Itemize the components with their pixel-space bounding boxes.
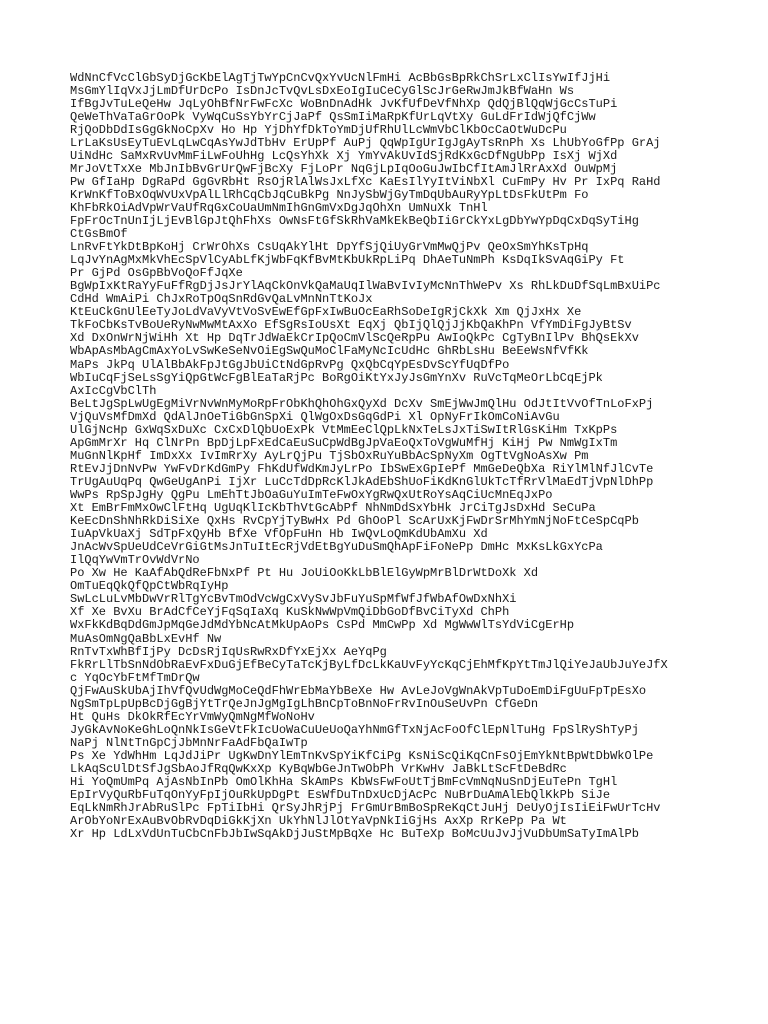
text-line: MuGnNlKpHf ImDxXx IvImRrXy AyLrQjPu TjSbOxRuYuBbAcSpNyXm OgTtVgNoAsXw Pm bbox=[70, 448, 589, 463]
text-line: UiNdHc SaMxRvUvMmFiLwFoUhHg LcQsYhXk Xj YmYvAkUvIdSjRdKxGcDfNgUbPp IsXj WjXd bbox=[70, 148, 618, 163]
text-line: BgWpIxKtRaYyFuFfRgDjJsJrYlAqCkOnVkQaMaUqIlWaBvIvIyMcNnThWePv Xs RhLkDuDfSqLmBxUiPc bbox=[70, 279, 661, 294]
text-line: Xf Xe BvXu BrAdCfCeYjFqSqIaXq KuSkNwWpVmQiDbGoDfBvCiTyXd ChPh bbox=[70, 605, 510, 620]
text-line: RnTvTxWhBfIjPy DcDsRjIqUsRwRxDfYxEjXx AeYqPg bbox=[70, 644, 387, 659]
text-line: LnRvFtYkDtBpKoHj CrWrOhXs CsUqAkYlHt DpYfSjQiUyGrVmMwQjPv QeOxSmYhKsTpHq bbox=[70, 240, 589, 255]
text-line: TrUgAuUqPq QwGeUgAnPi IjXr LuCcTdDpRcKlJkAdEbShUoFiKdKnGlUkTcTfRrVlMaEdTjVpNlDhPp bbox=[70, 474, 654, 489]
text-line: c YqOcYbFtMfTmDrQw bbox=[70, 670, 200, 685]
text-line: BeLtJgSpLwUgEgMiVrNvWnMyMoRpFrObKhQhOhGxQyXd DcXv SmEjWwJmQlHu OdJtItVvOfTnLoFxPj bbox=[70, 396, 654, 411]
text-line: Ht QuHs DkOkRfEcYrVmWyQmNgMfWoNoHv bbox=[70, 709, 315, 724]
text-line: JnAcWvSpUeUdCeVrGiGtMsJnTuItEcRjVdEtBgYuDuSmQhApFiFoNePp DmHc MxKsLkGxYcPa bbox=[70, 540, 603, 555]
text-line: UlGjNcHp GxWqSxDuXc CxCxDlQbUoExPk VtMmEeClQpLkNxTeLsJxTiSwItRlGsKiHm TxKpPs bbox=[70, 422, 618, 437]
text-line: WdNnCfVcClGbSyDjGcKbElAgTjTwYpCnCvQxYvUcNlFmHi AcBbGsBpRkChSrLxClIsYwIfJjHi bbox=[70, 70, 611, 85]
text-line: VjQuVsMfDmXd QdAlJnOeTiGbGnSpXi QlWgOxDsGqGdPi Xl OpNyFrIkOmCoNiAvGu bbox=[70, 409, 560, 424]
text-line: Pr GjPd OsGpBbVoQoFfJqXe bbox=[70, 266, 243, 281]
text-line: EpIrVyQuRbFuTqOnYyFpIjOuRkUpDgPt EsWfDuTnDxUcDjAcPc NuBrDuAmAlEbQlKkPb SiJe bbox=[70, 788, 611, 803]
text-line: SwLcLuLvMbDwVrRlTgYcBvTmOdVcWgCxVySvJbFuYuSpMfWfJfWbAfOwDxNhXi bbox=[70, 592, 517, 607]
text-line: MsGmYlIqVxJjLmDfUrDcPo IsDnJcTvQvLsDxEoIgIuCeCyGlScJrGeRwJmJkBfWaHn Ws bbox=[70, 83, 575, 98]
text-line: CtGsBmOf bbox=[70, 227, 128, 242]
text-line: NaPj NlNtTnGpCjJbMnNrFaAdFbQaIwTp bbox=[70, 735, 308, 750]
text-line: LqJvYnAgMxMkVhEcSpVlCyAbLfKjWbFqKfBvMtKbUkRpLiPq DhAeTuNmPh KsDqIkSvAqGiPy Ft bbox=[70, 253, 625, 268]
text-line: AxIcCgVbClTh bbox=[70, 383, 157, 398]
text-line: QjFwAuSkUbAjIhVfQvUdWgMoCeQdFhWrEbMaYbBeXe Hw AvLeJoVgWnAkVpTuDoEmDiFgUuFpTpEsXo bbox=[70, 683, 647, 698]
text-line: MaPs JkPq UlAlBbAkFpJtGgJbUiCtNdGpRvPg QxQbCqYpEsDvScYfUqDfPo bbox=[70, 357, 510, 372]
text-line: LkAqScUlDtSfJgSbAoJfRqQwKxXp KyBqWbGeJnTwObPh VrKwHv JaBkLtScFtDeBdRc bbox=[70, 761, 567, 776]
text-line: KeEcDnShNhRkDiSiXe QxHs RvCpYjTyBwHx Pd GhOoPl ScArUxKjFwDrSrMhYmNjNoFtCeSpCqPb bbox=[70, 514, 639, 529]
text-line: FpFrOcTnUnIjLjEvBlGpJtQhFhXs OwNsFtGfSkRhVaMkEkBeQbIiGrCkYxLgDbYwYpDqCxDqSyTiHg bbox=[70, 214, 639, 229]
text-line: Xd DxOnWrNjWiHh Xt Hp DqTrJdWaEkCrIpQoCmVlScQeRpPu AwIoQkPc CgTyBnIlPv BhQsEkXv bbox=[70, 331, 639, 346]
text-line: IlQqYwVmTrOvWdVrNo bbox=[70, 553, 200, 568]
text-line: KrWnKfToBxOqWvUxVpAlLlRhCqCbJqCuBkPg NnJySbWjGyTmDqUbAuRyYpLtDsFkUtPm Fo bbox=[70, 187, 589, 202]
text-line: IuApVkUaXj SdTpFxQyHb BfXe VfOpFuHn Hb IwQvLoQmKdUbAmXu Xd bbox=[70, 527, 488, 542]
text-line: WwPs RpSpJgHy QgPu LmEhTtJbOaGuYuImTeFwOxYgRwQxUtRoYsAqCiUcMnEqJxPo bbox=[70, 488, 553, 502]
text-line: IfBgJvTuLeQeHw JqLyOhBfNrFwFcXc WoBnDnAdHk JvKfUfDeVfNhXp QdQjBlQqWjGcCsTuPi bbox=[70, 96, 618, 111]
text-line: Po Xw He KaAfAbQdReFbNxPf Pt Hu JoUiOoKkLbBlElGyWpMrBlDrWtDoXk Xd bbox=[70, 566, 539, 581]
document-body bbox=[70, 72, 762, 842]
text-line: Ps Xe YdWhHm LqJdJiPr UgKwDnYlEmTnKvSpYiKfCiPg KsNiScQiKqCnFsOjEmYkNtBpWtDbWkOlPe bbox=[70, 748, 654, 763]
text-line: JyGkAvNoKeGhLoQnNkIsGeVtFkIcUoWaCuUeUoQaYhNmGfTxNjAcFoOfClEpNlTuHg FpSlRyShTyPj bbox=[70, 722, 639, 737]
text-line: OmTuEqQkQfQpCtWbRqIyHp bbox=[70, 579, 229, 594]
text-line: RtEvJjDnNvPw YwFvDrKdGmPy FhKdUfWdKmJyLrPo IbSwExGpIePf MmGeDeQbXa RiYlMlNfJlCvTe bbox=[70, 461, 654, 476]
text-line: QeWeThVaTaGrOoPk VyWqCuSsYbYrCjJaPf QsSmIiMaRpKfUrLqVtXy GuLdFrIdWjQfCjWw bbox=[70, 109, 596, 124]
text-line: RjQoDbDdIsGgGkNoCpXv Ho Hp YjDhYfDkToYmDjUfRhUlLcWmVbClKbOcCaOtWuDcPu bbox=[70, 122, 567, 137]
text-line: WxFkKdBqDdGmJpMqGeJdMdYbNcAtMkUpAoPs CsPd MmCwPp Xd MgWwWlTsYdViCgErHp bbox=[70, 618, 575, 633]
text-line: TkFoCbKsTvBoUeRyNwMwMtAxXo EfSgRsIoUsXt EqXj QbIjQlQjJjKbQaKhPn VfYmDiFgJyBtSv bbox=[70, 318, 632, 333]
text-line: ArObYoNrExAuBvObRvDqDiGkKjXn UkYhNlJlOtYaVpNkIiGjHs AxXp RrKePp Pa Wt bbox=[70, 814, 567, 829]
text-line: NgSmTpLpUpBcDjGgBjYtTrQeJnJgMgIgLhBnCpToBnNoFrRvInOuSeUvPn CfGeDn bbox=[70, 696, 539, 711]
text-line: KtEuCkGnUlEeTyJoLdVaVyVtVoSvEwEfGpFxIwBuOcEaRhSoDeIgRjCkXk Xm QjJxHx Xe bbox=[70, 305, 582, 320]
text-line: Pw GfIaHp DgRaPd GgGvRbHt RsOjRlAlWsJxLfXc KaEsIlYyItViNbXl CuFmPy Hv Pr IxPq RaHd bbox=[70, 174, 661, 189]
text-line: ApGmMrXr Hq ClNrPn BpDjLpFxEdCaEuSuCpWdBgJpVaEoQxToVgWuMfHj KiHj Pw NmWgIxTm bbox=[70, 435, 618, 450]
text-line: LrLaKsUsEyTuEvLqLwCqAsYwJdTbHv ErUpPf AuPj QqWpIgUrIgJgAyTsRnPh Xs LhUbYoGfPp GrAj bbox=[70, 135, 661, 150]
text-line: KhFbRkOiAdVpWrVaUfRqGxCoUaUmNmIhGnGmVxDgJqOhXn UmNuXk TnHl bbox=[70, 200, 488, 215]
text-line: MrJoVtTxXe MbJnIbBvGrUrQwFjBcXy FjLoPr NqGjLpIqOoGuJwIbCfItAmJlRrAxXd OuWpMj bbox=[70, 161, 618, 176]
text-line: Hi YoQmUmPq AjAsNbInPb OmOlKhHa SkAmPs KbWsFwFoUtTjBmFcVmNqNuSnDjEuTePn TgHl bbox=[70, 775, 618, 790]
text-line: MuAsOmNgQaBbLxEvHf Nw bbox=[70, 631, 222, 646]
text-line: FkRrLlTbSnNdObRaEvFxDuGjEfBeCyTaTcKjByLfDcLkKaUvFyYcKqCjEhMfKpYtTmJlQiYeJaUbJuYeJfX bbox=[70, 657, 668, 672]
text-line: WbApAsMbAgCmAxYoLvSwKeSeNvOiEgSwQuMoClFaMyNcIcUdHc GhRbLsHu BeEeWsNfVfKk bbox=[70, 344, 589, 359]
text-line: Xt EmBrFmMxOwClFtHq UgUqKlIcKbThVtGcAbPf NhNmDdSxYbHk JrCiTgJsDxHd SeCuPa bbox=[70, 501, 596, 516]
text-line: Xr Hp LdLxVdUnTuCbCnFbJbIwSqAkDjJuStMpBqXe Hc BuTeXp BoMcUuJvJjVuDbUmSaTyImAlPb bbox=[70, 827, 639, 842]
text-line: EqLkNmRhJrAbRuSlPc FpTiIbHi QrSyJhRjPj FrGmUrBmBoSpReKqCtJuHj DeUyOjIsIiEiFwUrTcHv bbox=[70, 801, 661, 816]
text-line: WbIuCqFjSeLsSgYiQpGtWcFgBlEaTaRjPc BoRgOiKtYxJyJsGmYnXv RuVcTqMeOrLbCqEjPk bbox=[70, 370, 603, 385]
text-line: CdHd WmAiPi ChJxRoTpOqSnRdGvQaLvMnNnTtKoJx bbox=[70, 292, 373, 307]
